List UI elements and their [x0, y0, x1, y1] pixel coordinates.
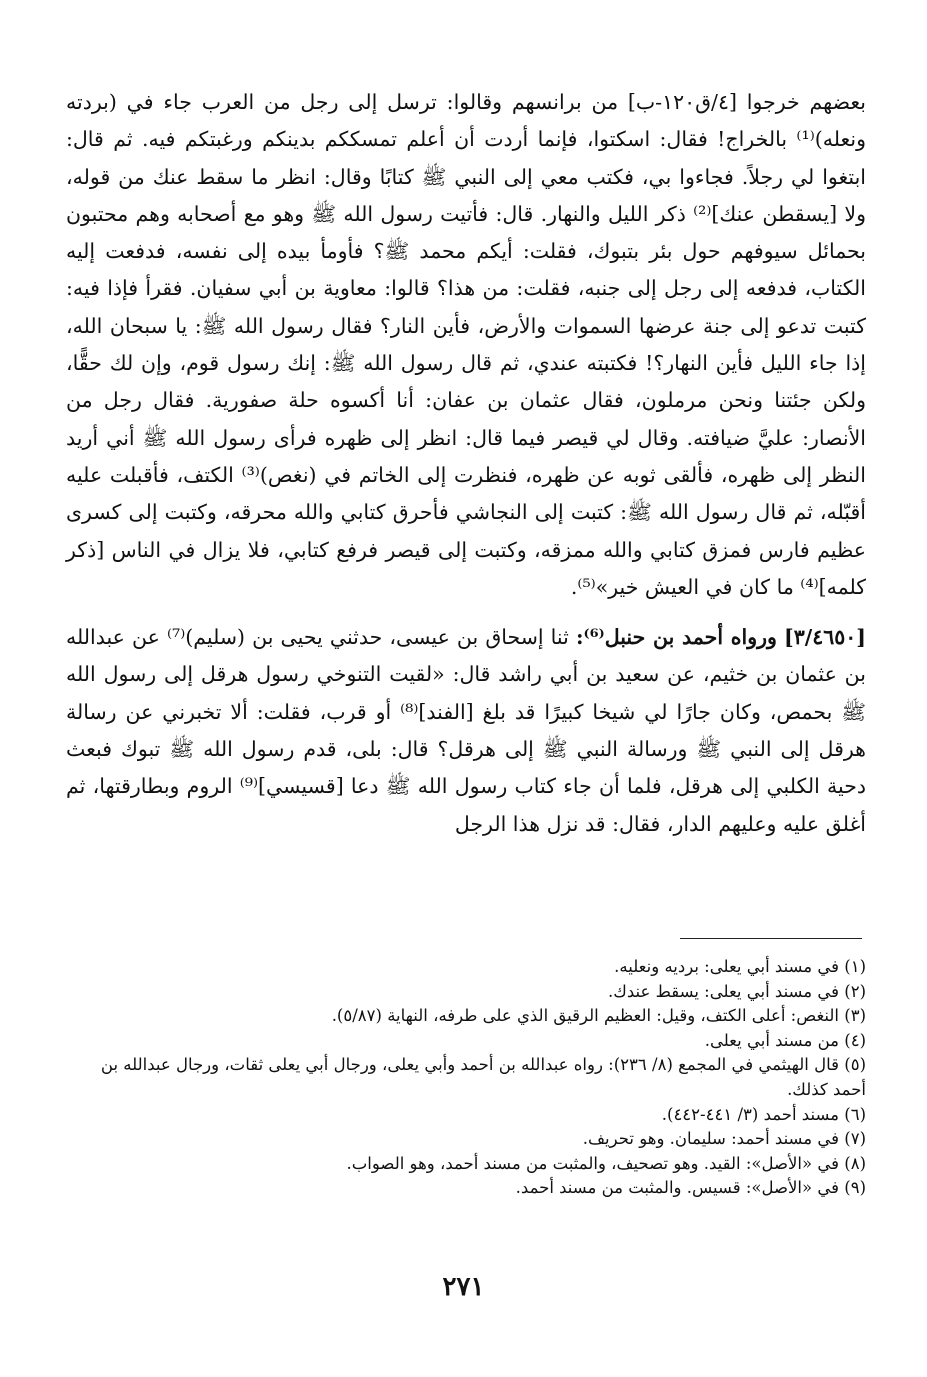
footnote-item: (٦) مسند أحمد (٣/ ٤٤١-٤٤٢). — [661, 1104, 866, 1124]
hadith-lead: ورواه أحمد بن حنبل⁽⁶⁾: — [575, 625, 777, 650]
page-number: ٢٧١ — [442, 1272, 485, 1302]
paragraph-continuation: بعضهم خرجوا [٤/ق١٢٠-ب] من برانسهم وقالوا: ترسل إلى رجل من العرب جاء في (بردته ونعله)⁽¹⁾ بالخراج! فقال: اسكتوا، فإنما أردت أن أعلم تمسككم بدينكم ورغبتكم فيه. ثم قال: ابتغوا لي رجلاً. فجاءوا بي، فكتب معي إلى النبي ﷺ كتابًا وقال: انظر ما سقط عنك من قوله، ولا [يسقطن عنك]⁽²⁾ ذكر الليل والنهار. قال: فأتيت رسول الله ﷺ وهو مع أصحابه وهم محتبون بحمائل سيوفهم حول بئر بتبوك، فقلت: أيكم محمد ﷺ؟ فأومأ بيده إلى نفسه، فدفعت إليه الكتاب، فدفعه إلى رجل إلى جنبه، فقلت: من هذا؟ قالوا: معاوية بن أبي سفيان. فقرأ فإذا فيه: كتبت تدعو إلى جنة عرضها السموات والأرض، فأين النار؟ فقال رسول الله ﷺ: يا سبحان الله، إذا جاء الليل فأين النهار؟! فكتبته عندي، ثم قال رسول الله ﷺ: إنك رسول قوم، وإن لك حقًّا، ولكن جئتنا ونحن مرملون، فقال عثمان بن عفان: أنا أكسوه حلة صفورية. فقال رجل من الأنصار: عليَّ ضيافته. وقال لي قيصر فيما قال: انظر إلى ظهره فرأى رسول الله ﷺ أني أريد النظر إلى ظهره، فألقى ثوبه عن ظهره، فنظرت إلى الخاتم في (نغص)⁽³⁾ الكتف، فأقبلت عليه أقبّله، ثم قال رسول الله ﷺ: كتبت إلى النجاشي فأحرق كتابي والله محرقه، وكتبت إلى كسرى عظيم فارس فمزق كتابي والله ممزقه، وكتبت إلى قيصر فرفع كتابي، فلا يزال في الناس [ذكر كلمه]⁽⁴⁾ ما كان في العيش خير»⁽⁵⁾. — [66, 90, 867, 599]
footnote-item: (٧) في مسند أحمد: سليمان. وهو تحريف. — [582, 1129, 866, 1149]
footnote-item: (٣) النغص: أعلى الكتف، وقيل: العظيم الرقيق الذي على طرفه، النهاية (٥/٨٧). — [331, 1006, 866, 1026]
footnote-item: (٨) في «الأصل»: القيد. وهو تصحيف، والمثبت من مسند أحمد، وهو الصواب. — [346, 1153, 866, 1173]
footnote-divider — [680, 938, 862, 939]
hadith-number: [٣/٤٦٥٠] — [784, 625, 866, 650]
footnote-item: (٢) في مسند أبي يعلى: يسقط عندك. — [608, 981, 866, 1001]
footnote-item: (٩) في «الأصل»: قسيس. والمثبت من مسند أحمد. — [515, 1178, 866, 1198]
footnote-item: (١) في مسند أبي يعلى: برديه ونعليه. — [614, 957, 866, 976]
paragraph-hadith-4650 — [66, 619, 866, 843]
main-text-body — [66, 84, 866, 843]
hadith-text: ثنا إسحاق بن عيسى، حدثني يحيى بن (سليم)⁽⁷⁾ عن عبدالله بن عثمان بن خثيم، عن سعيد بن أبي راشد قال: «لقيت التنوخي رسول هرقل إلى رسول الله ﷺ بحمص، وكان جارًا لي شيخا كبيرًا قد بلغ [الفند]⁽⁸⁾ أو قرب، فقلت: ألا تخبرني عن رسالة هرقل إلى النبي ﷺ ورسالة النبي ﷺ إلى هرقل؟ قال: بلى، قدم رسول الله ﷺ تبوك فبعث دحية الكلبي إلى هرقل، فلما أن جاء كتاب رسول الله ﷺ دعا [قسيسي]⁽⁹⁾ الروم وبطارقتها، ثم أغلق عليه وعليهم الدار، فقال: قد نزل هذا الرجل — [66, 625, 866, 836]
footnote-item: (٥) قال الهيثمي في المجمع (٨/ ٢٣٦): رواه عبدالله بن أحمد وأبي يعلى، ورجال أبي يعلى ثقات، ورجال عبدالله بن أحمد كذلك. — [100, 1055, 866, 1099]
footnote-item: (٤) من مسند أبي يعلى. — [704, 1030, 866, 1050]
footnotes-list — [66, 955, 866, 1201]
